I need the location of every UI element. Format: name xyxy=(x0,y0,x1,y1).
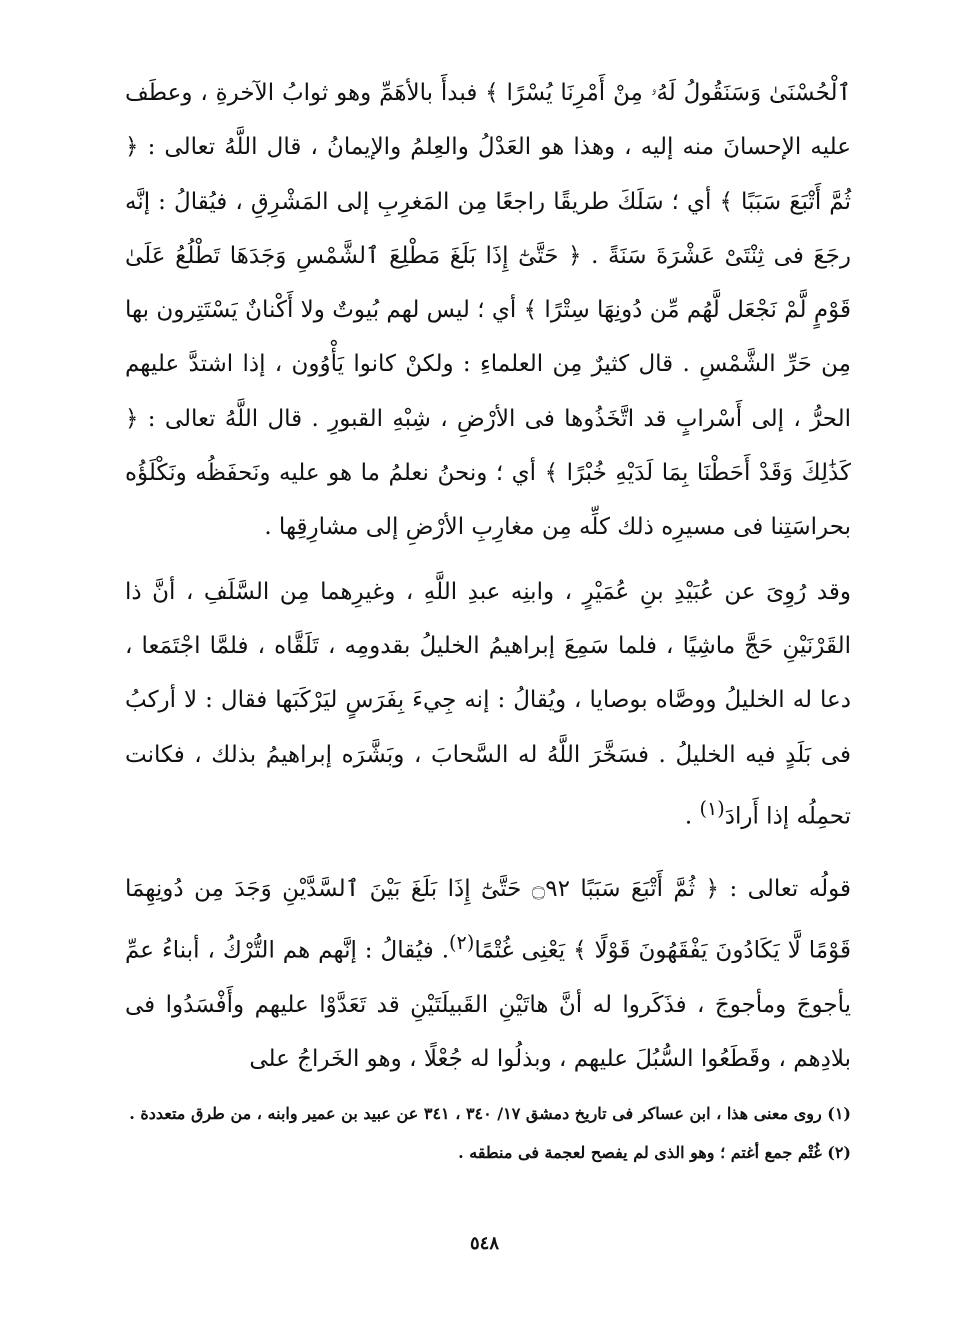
paragraph-3-text: قولُه تعالى : ﴿ ثُمَّ أَتْبَعَ سَبَبًا ۝٩٢ حَتَّىٰٓ إِذَا بَلَغَ بَيْنَ ٱلسَّدَّيْنِ وَجَدَ مِن دُونِهِمَا قَوْمًا لَّا يَكَادُونَ يَفْقَهُونَ قَوْلًا ﴾ يَعْنِى غُتْمًا xyxy=(125,875,851,964)
footnotes xyxy=(125,1098,851,1176)
paragraph-2 xyxy=(125,565,851,844)
paragraph-2-text: وقد رُوِىَ عن عُبَيْدِ بنِ عُمَيْرٍ ، وابنِه عبدِ اللَّهِ ، وغيرِهما مِن السَّلَفِ ، أنَّ ذا القَرْنَيْنِ حَجَّ ماشِيًا ، فلما سَمِعَ إبراهيمُ الخليلُ بقدومِه ، تَلَقَّاه ، فلمَّا اجْتَمَعا ، دعا له الخليلُ ووصَّاه بوصايا ، ويُقالُ : إنه جِيءَ بِفَرَسٍ ليَرْكَبَها فقال : لا أركبُ فى بَلَدٍ فيه الخليلُ . فسَخَّرَ اللَّهُ له السَّحابَ ، وبَشَّرَه إبراهيمُ بذلك ، فكانت تحمِلُه إذا أَرادَ xyxy=(125,578,851,830)
paragraph-3-continued: . فيُقالُ : إنَّهم هم التُّرْكُ ، أبناءُ عمِّ يأجوجَ ومأجوجَ ، فذَكَروا له أنَّ هاتَيْنِ القَبيلَتَيْنِ قد تَعَدَّوْا عليهم وأَفْسَدُوا فى بلادِهم ، وقَطَعُوا السُّبُلَ عليهم ، وبذلُوا له جُعْلًا ، وهو الخَراجُ على xyxy=(125,937,851,1073)
footnote-reference-1[interactable]: (١) xyxy=(699,796,725,820)
paragraph-1 xyxy=(125,66,851,555)
paragraph-gap xyxy=(125,844,851,854)
footnote-2: (٢) غُتْم جمع أغتم ؛ وهو الذى لم يفصح لعجمة فى منطقه . xyxy=(458,1143,851,1162)
main-text xyxy=(125,66,851,1087)
paragraph-gap xyxy=(125,555,851,565)
paragraph-3 xyxy=(125,862,851,1087)
footnote-reference-2[interactable]: (٢) xyxy=(449,931,475,955)
page-number: ٥٤٨ xyxy=(469,1233,499,1254)
paragraph-2-end: . xyxy=(684,803,700,830)
footnote-1: (١) روى معنى هذا ، ابن عساكر فى تاريخ دمشق ١٧/ ٣٤٠ ، ٣٤١ عن عبيد بن عمير وابنه ، من طرق متعددة . xyxy=(129,1104,851,1123)
paragraph-1-text: ٱلْحُسْنَىٰ وَسَنَقُولُ لَهُۥ مِنْ أَمْرِنَا يُسْرًا ﴾ فبدأَ بالأهَمِّ وهو ثوابُ الآخرةِ ، وعطَف عليه الإحسانَ منه إليه ، وهذا هو العَدْلُ والعِلمُ والإيمانُ ، قال اللَّهُ تعالى : ﴿ ثُمَّ أَتْبَعَ سَبَبًا ﴾ أي ؛ سَلَكَ طريقًا راجعًا مِن المَغرِبِ إلى المَشْرِقِ ، فيُقالُ : إنَّه رجَعَ فى ثِنْتَىْ عَشْرَةَ سَنَةً . ﴿ حَتَّىٰٓ إِذَا بَلَغَ مَطْلِعَ ٱلشَّمْسِ وَجَدَهَا تَطْلُعُ عَلَىٰ قَوْمٍ لَّمْ نَجْعَل لَّهُم مِّن دُونِهَا سِتْرًا ﴾ أي ؛ ليس لهم بُيوتٌ ولا أَكْنانٌ يَسْتَتِرون بها مِن حَرِّ الشَّمْسِ . قال كثيرٌ مِن العلماءِ : ولكنْ كانوا يَأْوُون ، إذا اشتدَّ عليهم الحرُّ ، إلى أَسْرابٍ قد اتَّخَذُوها فى الأرْضِ ، شِبْهِ القبورِ . قال اللَّهُ تعالى : ﴿ كَذَٰلِكَ وَقَدْ أَحَطْنَا بِمَا لَدَيْهِ خُبْرًا ﴾ أي ؛ ونحنُ نعلمُ ما هو عليه ونَحفَظُه ونَكْلَؤُه بحراسَتِنا فى مسيرِه ذلك كلِّه مِن مغارِبِ الأرْضِ إلى مشارِقِها . xyxy=(125,80,851,541)
